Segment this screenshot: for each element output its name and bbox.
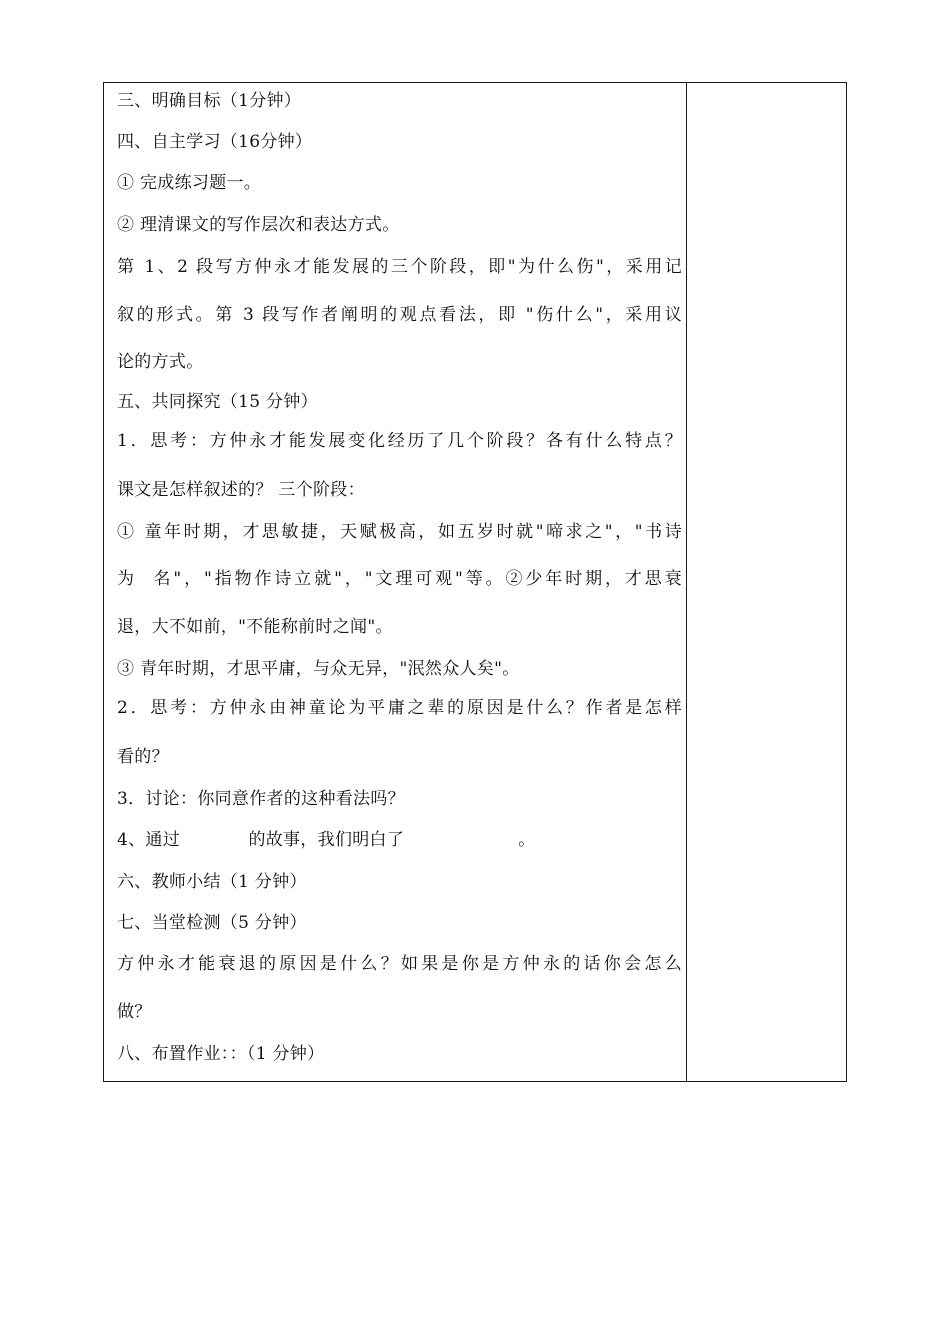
section-4-heading: 四、自主学习（16分钟） [117,132,313,152]
section-8-heading: 八、布置作业：：（1 分钟） [117,1044,325,1064]
paragraph-line: 叙的形式。第 3 段写作者阐明的观点看法，即 "伤什么"，采用议 [117,305,682,325]
section-3-heading: 三、明确目标（1分钟） [117,91,302,111]
task-2: ② 理清课文的写作层次和表达方式。 [117,215,400,235]
paragraph-line: 论的方式。 [117,352,204,372]
test-question: 方仲永才能衰退的原因是什么？如果是你是方仲永的话你会怎么 [117,954,682,974]
stage-1-line: ① 童年时期，才思敏捷，天赋极高，如五岁时就"啼求之"，"书诗 [117,522,682,542]
task-1: ① 完成练习题一。 [117,173,262,193]
lesson-plan-table [103,82,847,1082]
question-4: 4、通过 的故事，我们明白了 。 [117,830,536,850]
section-7-heading: 七、当堂检测（5 分钟） [117,913,307,933]
question-1-cont: 课文是怎样叙述的？ 三个阶段： [117,480,365,500]
section-6-heading: 六、教师小结（1 分钟） [117,872,307,892]
question-2: 2．思考：方仲永由神童论为平庸之辈的原因是什么？作者是怎样 [117,698,682,718]
paragraph-line: 第 1、2 段写方仲永才能发展的三个阶段，即"为什么伤"，采用记 [117,257,682,277]
question-2-cont: 看的？ [117,747,169,767]
question-1: 1．思考：方仲永才能发展变化经历了几个阶段？各有什么特点？ [117,431,682,451]
question-3: 3．讨论：你同意作者的这种看法吗？ [117,789,405,809]
stage-3: ③ 青年时期，才思平庸，与众无异，"泯然众人矣"。 [117,659,520,679]
test-question-cont: 做？ [117,1002,152,1022]
column-divider [686,83,687,1081]
stage-line: 为 名"，"指物作诗立就"，"文理可观"等。②少年时期，才思衰 [117,569,682,589]
stage-2-cont: 退，大不如前，"不能称前时之闻"。 [117,617,393,637]
section-5-heading: 五、共同探究（15 分钟） [117,392,318,412]
